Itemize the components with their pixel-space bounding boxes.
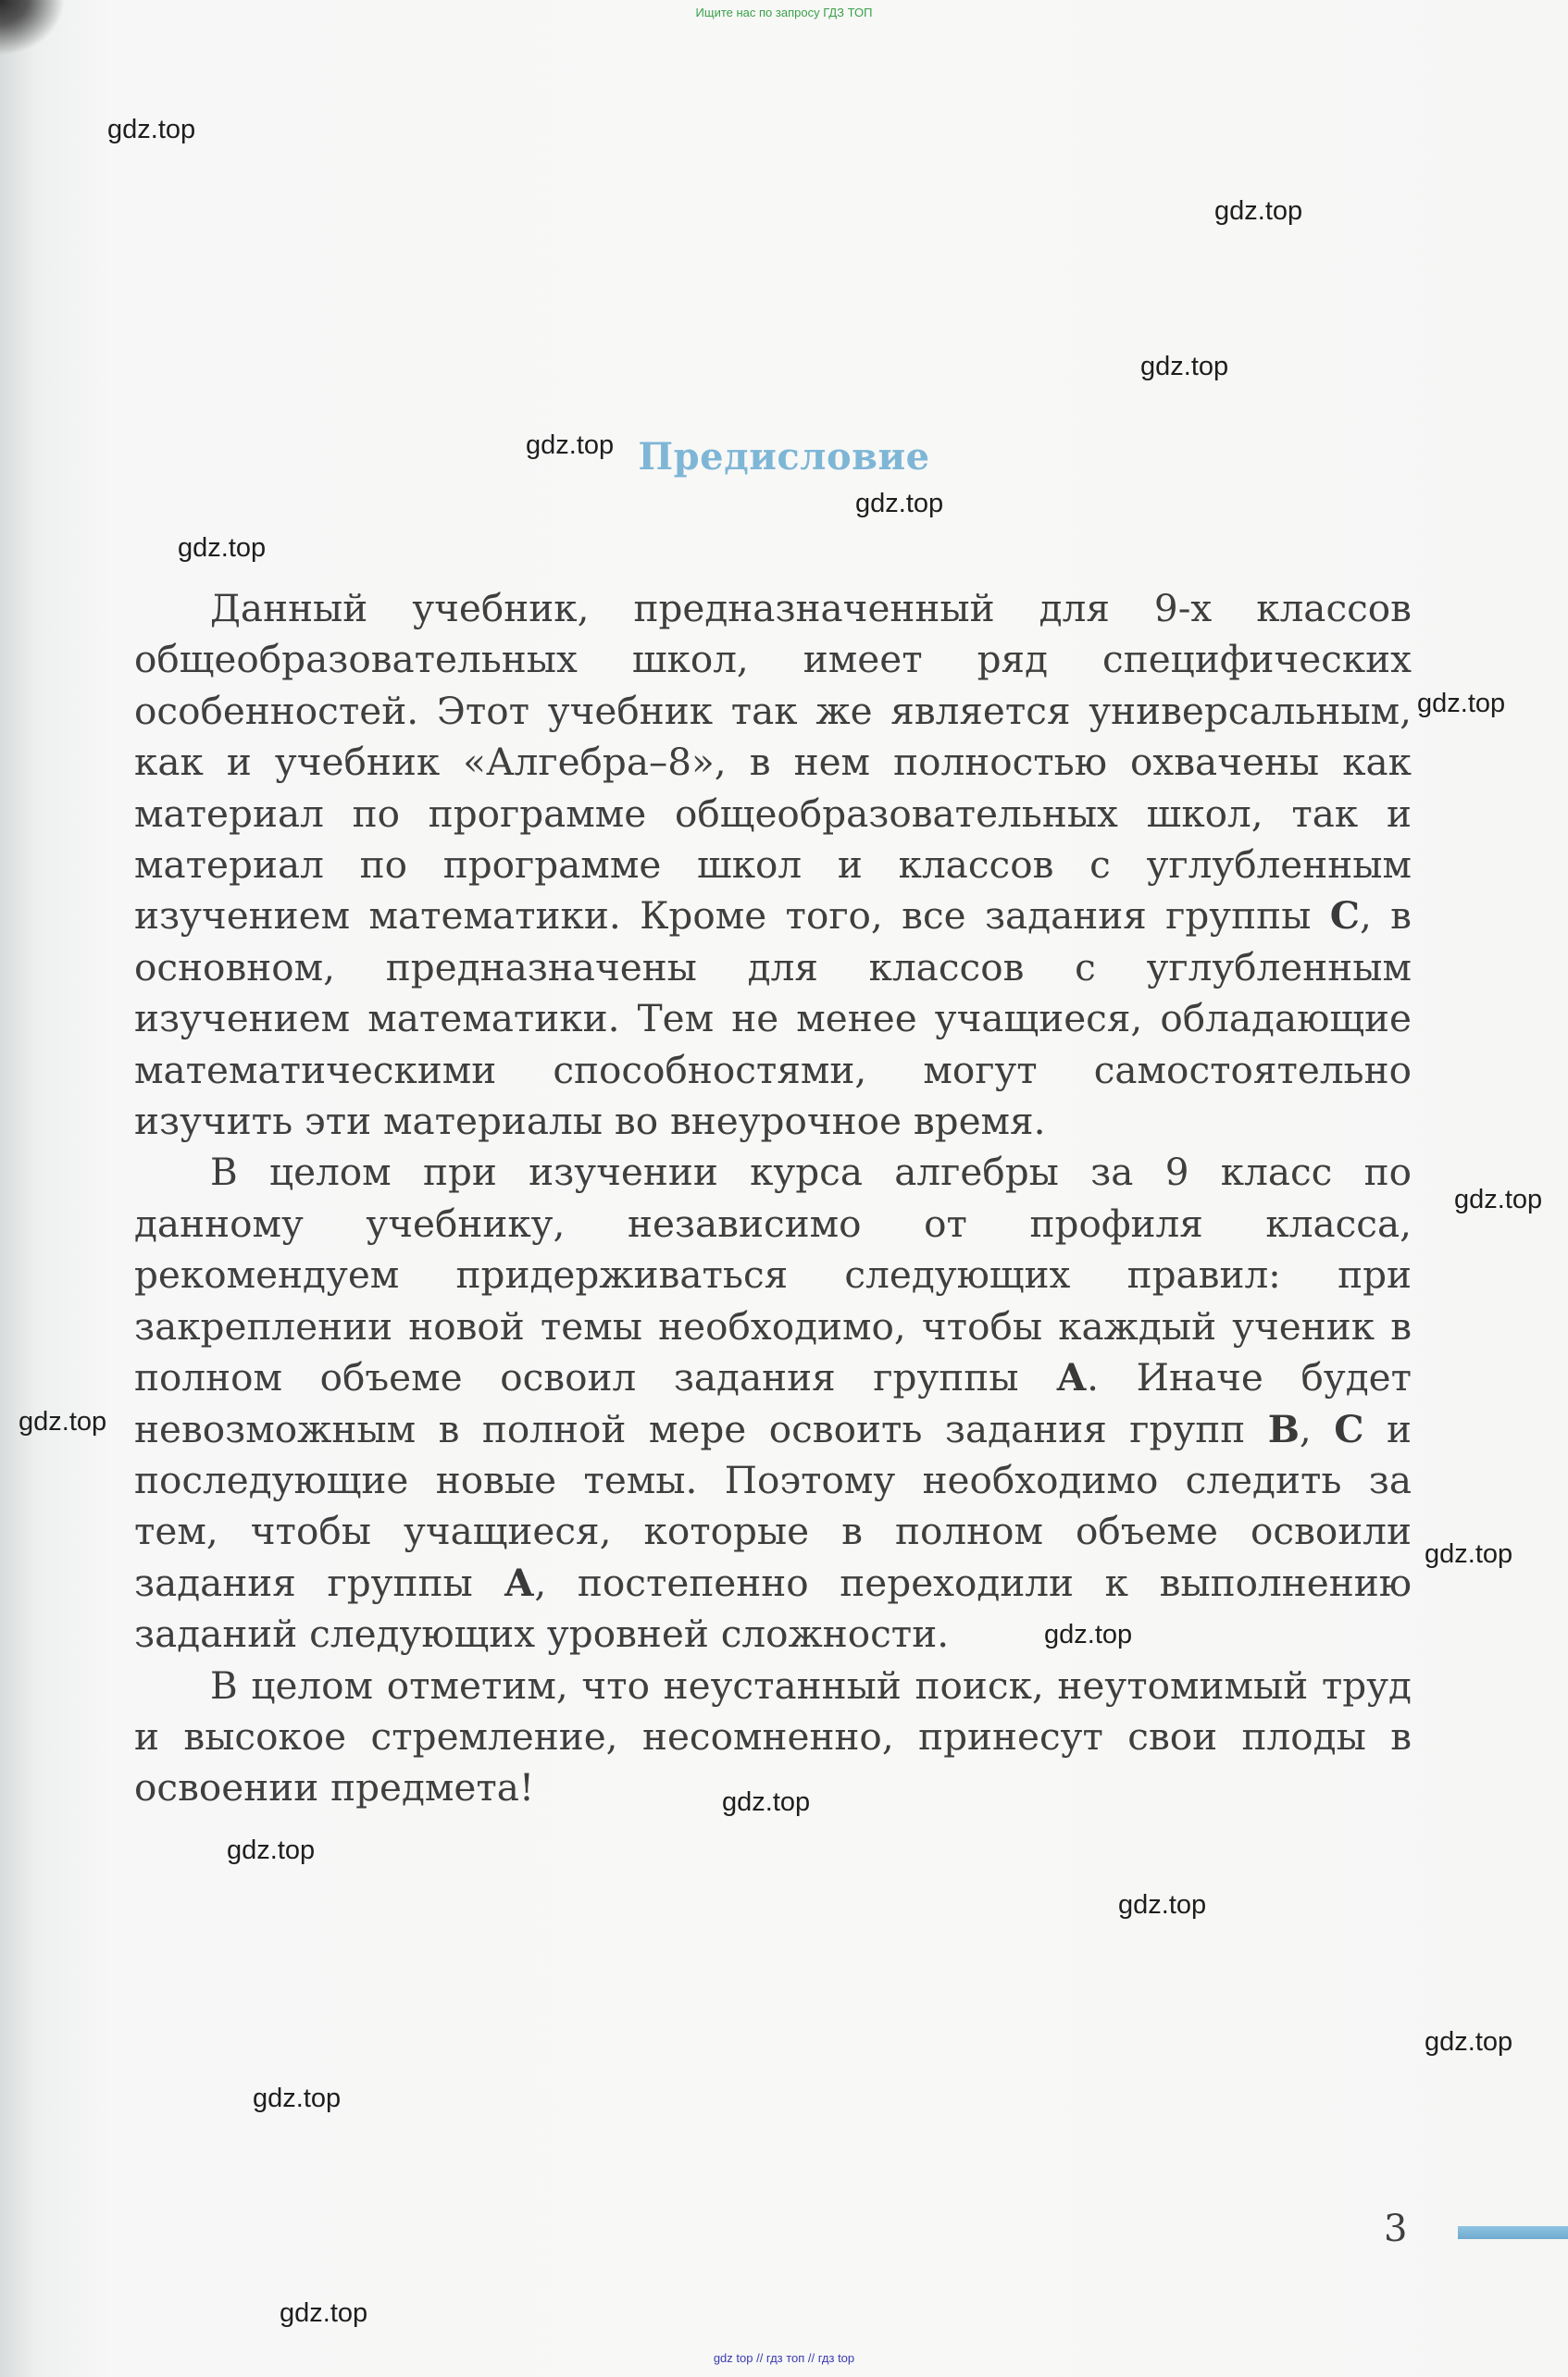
paragraph-text: , — [1299, 1406, 1335, 1451]
watermark: gdz.top — [253, 2084, 342, 2113]
bottom-banner: gdz top // гдз топ // гдз top — [713, 2351, 855, 2365]
paragraph-text: и последующие новые темы. Поэтому необходимо следить за тем, чтобы учащиеся, которые в полном объеме освоили задания группы — [134, 1406, 1412, 1605]
watermark: gdz.top — [855, 489, 944, 518]
group-letter: С — [1329, 893, 1360, 939]
paragraph-text: . Иначе будет невозможным в полной мере освоить задания групп — [134, 1355, 1412, 1451]
watermark: gdz.top — [722, 1787, 811, 1817]
watermark: gdz.top — [227, 1836, 316, 1865]
watermark: gdz.top — [107, 115, 196, 144]
group-letter: В — [1267, 1406, 1300, 1451]
group-letter: А — [504, 1560, 535, 1605]
watermark: gdz.top — [526, 430, 615, 460]
paragraph-2 — [134, 1147, 1412, 1660]
page-number-bar — [1458, 2226, 1568, 2239]
watermark: gdz.top — [1140, 352, 1229, 381]
page-title: Предисловие — [638, 435, 930, 479]
paragraph-text: В целом при изучении курса алгебры за 9 класс по данному учебнику, независимо от профиля класса, рекомендуем придерживаться следующих правил: при закреплении новой темы необходимо, чтобы каждый ученик в полном объеме освоил задания группы — [134, 1150, 1412, 1400]
watermark: gdz.top — [1044, 1620, 1133, 1649]
watermark: gdz.top — [1425, 1539, 1513, 1569]
top-banner: Ищите нас по запросу ГДЗ ТОП — [695, 6, 873, 19]
group-letter: А — [1056, 1355, 1088, 1400]
watermark: gdz.top — [1454, 1185, 1543, 1214]
paragraph-text: , постепенно переходили к выполнению заданий следующих уровней сложности. — [134, 1560, 1412, 1657]
body-text — [134, 583, 1412, 1814]
watermark: gdz.top — [1425, 2027, 1513, 2057]
paragraph-text: Данный учебник, предназначенный для 9-х классов общеобразовательных школ, имеет ряд специфических особенностей. Этот учебник так же является универсальным, как и учебник «Алгебра–8», в нем полностью охвачены как материал по программе общеобразовательных школ, так и материал по программе школ и классов с углубленным изучением математики. Кроме того, все задания группы — [134, 586, 1412, 939]
paragraph-text: , в основном, предназначены для классов с углубленным изучением математики. Тем не менее учащиеся, обладающие математическими способностями, могут самостоятельно изучить эти материалы во внеурочное время. — [134, 893, 1412, 1144]
paragraph-text: В целом отметим, что неустанный поиск, неутомимый труд и высокое стремление, несомненно, принесут свои плоды в освоении предмета! — [134, 1662, 1412, 1811]
group-letter: С — [1334, 1406, 1364, 1451]
watermark: gdz.top — [19, 1407, 107, 1437]
watermark: gdz.top — [280, 2298, 368, 2328]
watermark: gdz.top — [1214, 196, 1303, 226]
watermark: gdz.top — [1118, 1890, 1207, 1920]
page-number: 3 — [1384, 2208, 1408, 2250]
watermark: gdz.top — [178, 533, 267, 563]
watermark: gdz.top — [1417, 689, 1506, 718]
paragraph-1 — [134, 583, 1412, 1147]
